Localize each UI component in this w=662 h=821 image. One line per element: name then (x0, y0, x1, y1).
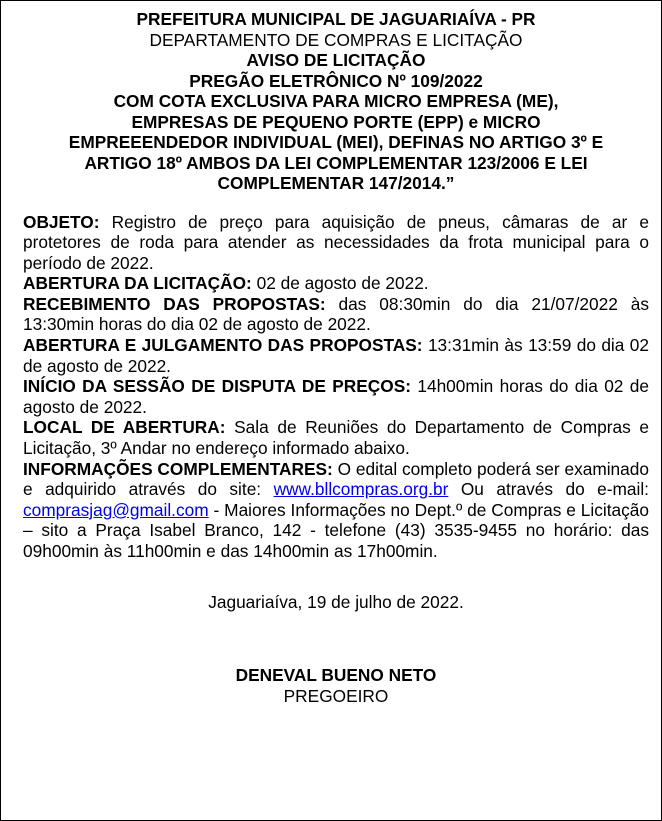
info-text-1: O edital completo poderá ser examinado e adquirido através do site: (23, 458, 650, 500)
quota-line-5: COMPLEMENTAR 147/2014.” (217, 173, 455, 193)
local-paragraph (23, 417, 649, 458)
disputa-paragraph (23, 376, 649, 417)
quota-line-1: COM COTA EXCLUSIVA PARA MICRO EMPRESA (ME), (113, 91, 559, 111)
signatory-role: PREGOEIRO (283, 685, 389, 706)
department-title: DEPARTAMENTO DE COMPRAS E LICITAÇÃO (149, 29, 523, 50)
julgamento-text: 13:31min às 13:59 do dia 02 de agosto de 2022. (23, 335, 649, 376)
quota-line-2: EMPRESAS DE PEQUENO PORTE (EPP) e MICRO (131, 111, 541, 132)
municipality-title: PREFEITURA MUNICIPAL DE JAGUARIAÍVA - PR (136, 9, 536, 29)
abertura-label: ABERTURA DA LICITAÇÃO: (23, 273, 252, 294)
disputa-label: INÍCIO DA SESSÃO DE DISPUTA DE PREÇOS: (23, 376, 411, 397)
disputa-text: 14h00min horas do dia 02 de agosto de 2022. (23, 376, 649, 417)
local-text: Sala de Reuniões do Departamento de Compras e Licitação, 3º Andar no endereço informado abaixo. (23, 417, 649, 459)
objeto-label: OBJETO: (23, 211, 100, 232)
recebimento-paragraph (23, 294, 649, 335)
abertura-text: 02 de agosto de 2022. (251, 273, 429, 294)
document-header (23, 9, 649, 194)
quota-line-4: ARTIGO 18º AMBOS DA LEI COMPLEMENTAR 123/2006 E LEI (84, 152, 588, 173)
info-label: INFORMAÇÕES COMPLEMENTARES: (23, 458, 333, 479)
site-link[interactable]: www.bllcompras.org.br (273, 479, 449, 500)
local-label: LOCAL DE ABERTURA: (23, 417, 226, 438)
objeto-text: Registro de preço para aquisição de pneus, câmaras de ar e protetores de roda para atender as necessidades da frota municipal para o período de 2022. (23, 211, 649, 273)
info-paragraph (23, 459, 649, 562)
notice-title: AVISO DE LICITAÇÃO (246, 50, 426, 70)
abertura-paragraph (23, 273, 649, 294)
recebimento-text: das 08:30min do dia 21/07/2022 às 13:30min horas do dia 02 de agosto de 2022. (23, 293, 649, 335)
objeto-paragraph (23, 212, 649, 274)
recebimento-label: RECEBIMENTO DAS PROPOSTAS: (23, 293, 326, 314)
auction-number: PREGÃO ELETRÔNICO Nº 109/2022 (189, 70, 483, 91)
quota-line-3: EMPREEENDEDOR INDIVIDUAL (MEI), DEFINAS NO ARTIGO 3º E (68, 132, 604, 152)
signatory-name: DENEVAL BUENO NETO (235, 664, 437, 685)
email-link[interactable]: comprasjag@gmail.com (23, 499, 209, 520)
notice-body (23, 212, 649, 562)
julgamento-paragraph (23, 335, 649, 376)
info-text-3: - Maiores Informações no Dept.º de Compras e Licitação – sito a Praça Isabel Branco, 142 - telefone (43) 3535-9455 no horário: das 09h00min às 11h00min e das 14h00min as 17h00min. (23, 499, 649, 561)
julgamento-label: ABERTURA E JULGAMENTO DAS PROPOSTAS: (23, 335, 423, 356)
info-text-2: Ou através do e-mail: (448, 479, 649, 500)
signature-block (23, 665, 649, 707)
place-date: Jaguariaíva, 19 de julho de 2022. (208, 591, 464, 612)
